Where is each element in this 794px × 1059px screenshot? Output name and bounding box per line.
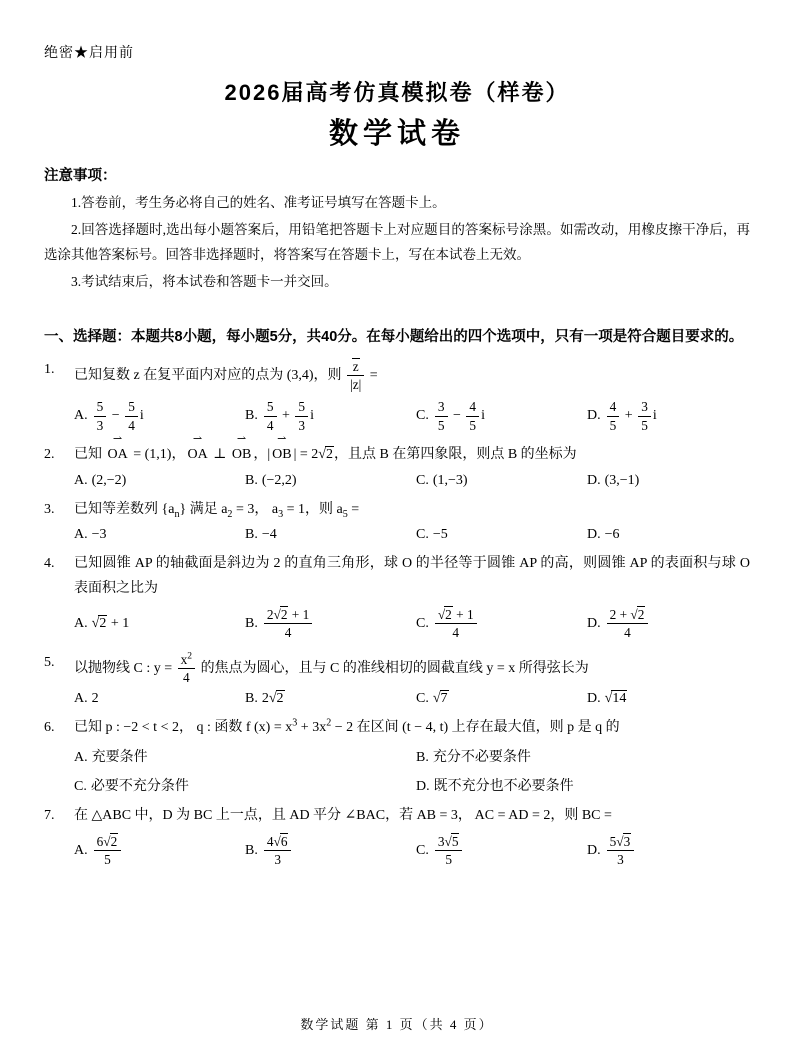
notice-item: 1.答卷前，考生务必将自己的姓名、准考证号填写在答题卡上。: [71, 195, 446, 210]
options-row: [74, 691, 750, 707]
option-label: A.: [74, 843, 88, 859]
question-number: 2.: [44, 447, 55, 462]
option-label: D.: [416, 778, 430, 794]
option-D: [416, 775, 750, 795]
option-B: [245, 833, 408, 869]
option-value: $\frac{5}{3}$ − $\frac{5}{4}$ i: [92, 408, 144, 423]
option-label: B.: [245, 408, 258, 424]
option-label: C.: [416, 616, 429, 631]
options-row: [74, 746, 750, 795]
notice-list: [44, 191, 750, 295]
options-row: [74, 833, 750, 869]
question-stem: 已知 ⇀ OA = (1,1)， ⇀ OA ⊥ ⇀ OB ，| ⇀ OB | = 2√2，且点 B 在第四象限，则点 B 的坐标为: [74, 433, 577, 462]
option-D: [587, 606, 750, 642]
option-A: [74, 398, 237, 434]
option-label: B.: [245, 527, 258, 542]
option-A: [74, 691, 237, 707]
option-label: C.: [416, 843, 429, 859]
question-6: [44, 716, 750, 795]
option-value: $\frac{5√3}{3}$: [605, 843, 637, 858]
option-value: $\frac{√2 + 1}{4}$: [433, 616, 479, 631]
question-number: 7.: [44, 807, 55, 823]
option-value: 2√2: [261, 691, 284, 707]
option-D: [587, 833, 750, 869]
option-value: −3: [91, 527, 107, 542]
option-value: $\frac{4}{5}$ + $\frac{3}{5}$ i: [605, 408, 657, 423]
option-value: 2: [91, 691, 99, 707]
option-value: 既不充分也不必要条件: [433, 778, 574, 794]
option-C: [416, 833, 579, 869]
option-value: $\frac{2√2 + 1}{4}$: [262, 616, 314, 631]
option-label: B.: [245, 472, 258, 488]
option-label: B.: [416, 749, 429, 765]
question-4: [44, 552, 750, 642]
option-C: [416, 691, 579, 707]
option-D: [587, 473, 750, 489]
option-label: C.: [416, 691, 429, 707]
options-row: [74, 606, 750, 642]
option-D: [587, 527, 750, 543]
option-label: B.: [245, 843, 258, 859]
option-label: C.: [74, 778, 87, 794]
question-stem: 以抛物线 C : y = $\frac{x^2}{4}$ 的焦点为圆心，且与 C 的准线相切的圆截直线 y = x 所得弦长为: [74, 650, 589, 685]
question-number: 3.: [44, 501, 55, 517]
option-B: [245, 527, 408, 543]
question-5: [44, 651, 750, 708]
option-label: A.: [74, 408, 88, 424]
option-value: (2,−2): [91, 472, 127, 488]
option-label: D.: [587, 691, 601, 707]
question-2: [44, 433, 750, 489]
question-stem: 已知圆锥 AP 的轴截面是斜边为 2 的直角三角形，球 O 的半径等于圆锥 AP 的高，则圆锥 AP 的表面积与球 O 表面积之比为: [74, 556, 750, 596]
question-number: 4.: [44, 556, 55, 571]
question-list: [44, 358, 750, 869]
option-C: [416, 527, 579, 543]
option-value: 充分不必要条件: [432, 749, 531, 765]
option-value: −6: [604, 527, 620, 542]
option-B: [416, 746, 750, 766]
question-number: 1.: [44, 361, 55, 377]
option-value: 充要条件: [91, 749, 148, 765]
exam-header: [44, 76, 750, 152]
option-A: [74, 833, 237, 869]
question-1: [44, 358, 750, 434]
question-stem: 已知复数 z 在复平面内对应的点为 (3,4)，则 $\frac{z}{|z|}$ =: [74, 358, 378, 393]
option-label: C.: [416, 408, 429, 424]
option-A: [74, 616, 237, 632]
option-value: −5: [432, 527, 448, 542]
option-value: $\frac{4√6}{3}$: [262, 843, 294, 858]
option-label: C.: [416, 472, 429, 488]
option-label: A.: [74, 527, 88, 542]
option-value: (3,−1): [604, 472, 640, 488]
option-A: [74, 746, 408, 766]
option-A: [74, 527, 237, 543]
option-value: −4: [261, 527, 277, 542]
option-label: A.: [74, 615, 88, 631]
option-C: [416, 398, 579, 434]
question-stem: 已知 p : −2 < t < 2， q : 函数 f $(x) = x^3 + 3x^2 - 2$ 在区间 (t − 4, t) 上存在最大值，则 p 是 q 的: [74, 717, 620, 736]
option-label: D.: [587, 843, 601, 859]
options-row: [74, 473, 750, 489]
option-label: A.: [74, 749, 88, 765]
option-B: [245, 398, 408, 434]
option-B: [245, 606, 408, 642]
security-classification: 绝密★启用前: [44, 46, 134, 61]
question-number: 6.: [44, 720, 55, 736]
option-value: $\frac{2 + √2}{4}$: [605, 616, 651, 631]
option-label: A.: [74, 691, 88, 707]
option-D: [587, 691, 750, 707]
question-stem: 在 △ABC 中，D 为 BC 上一点，且 AD 平分 ∠BAC，若 AB = 3， AC = AD = 2，则 BC =: [74, 807, 612, 823]
option-value: (−2,2): [261, 472, 297, 488]
question-number: 5.: [44, 654, 55, 670]
option-B: [245, 473, 408, 489]
exam-subtitle: 数学试卷: [328, 118, 465, 150]
option-value: √2 + 1: [91, 615, 130, 631]
option-label: D.: [587, 472, 601, 488]
option-C: [74, 775, 408, 795]
option-label: D.: [587, 527, 601, 542]
notice-item: 2.回答选择题时,选出每小题答案后，用铅笔把答题卡上对应题目的答案标号涂黑。如需改动，用橡皮擦干净后，再选涂其他答案标号。回答非选择题时，将答案写在答题卡上，写在本试卷上无效。: [44, 221, 750, 262]
option-D: [587, 398, 750, 434]
question-7: [44, 804, 750, 869]
notice-heading: 注意事项：: [44, 168, 117, 184]
option-label: D.: [587, 616, 601, 631]
options-row: [74, 398, 750, 434]
option-value: $\frac{3√5}{5}$: [433, 843, 465, 858]
option-value: $\frac{6√2}{5}$: [92, 843, 124, 858]
option-C: [416, 606, 579, 642]
option-label: A.: [74, 472, 88, 488]
option-label: D.: [587, 408, 601, 424]
option-C: [416, 473, 579, 489]
notice-section: [44, 164, 750, 295]
exam-title: 2026届高考仿真模拟卷（样卷）: [224, 80, 570, 105]
options-row: [74, 527, 750, 543]
option-label: C.: [416, 527, 429, 542]
option-value: (1,−3): [432, 472, 468, 488]
section-heading: 一、选择题：本题共8小题，每小题5分，共40分。在每小题给出的四个选项中，只有一项是符合题目要求的。: [44, 328, 744, 345]
option-label: B.: [245, 691, 258, 707]
option-label: B.: [245, 616, 258, 631]
option-value: $\frac{3}{5}$ − $\frac{4}{5}$ i: [433, 408, 485, 423]
option-value: $\frac{5}{4}$ + $\frac{5}{3}$ i: [262, 408, 314, 423]
question-stem: 已知等差数列 $\{a_n\}$ 满足 $a_2 = 3$， $a_3 = 1$，则 $a_5$ =: [74, 501, 360, 520]
page-footer: 数学试题 第 1 页（共 4 页）: [300, 1017, 494, 1032]
option-A: [74, 473, 237, 489]
question-3: [44, 498, 750, 544]
option-value: √7: [432, 691, 448, 707]
notice-item: 3.考试结束后，将本试卷和答题卡一并交回。: [71, 273, 338, 289]
option-value: √14: [604, 691, 627, 707]
option-value: 必要不充分条件: [90, 778, 189, 794]
option-B: [245, 691, 408, 707]
